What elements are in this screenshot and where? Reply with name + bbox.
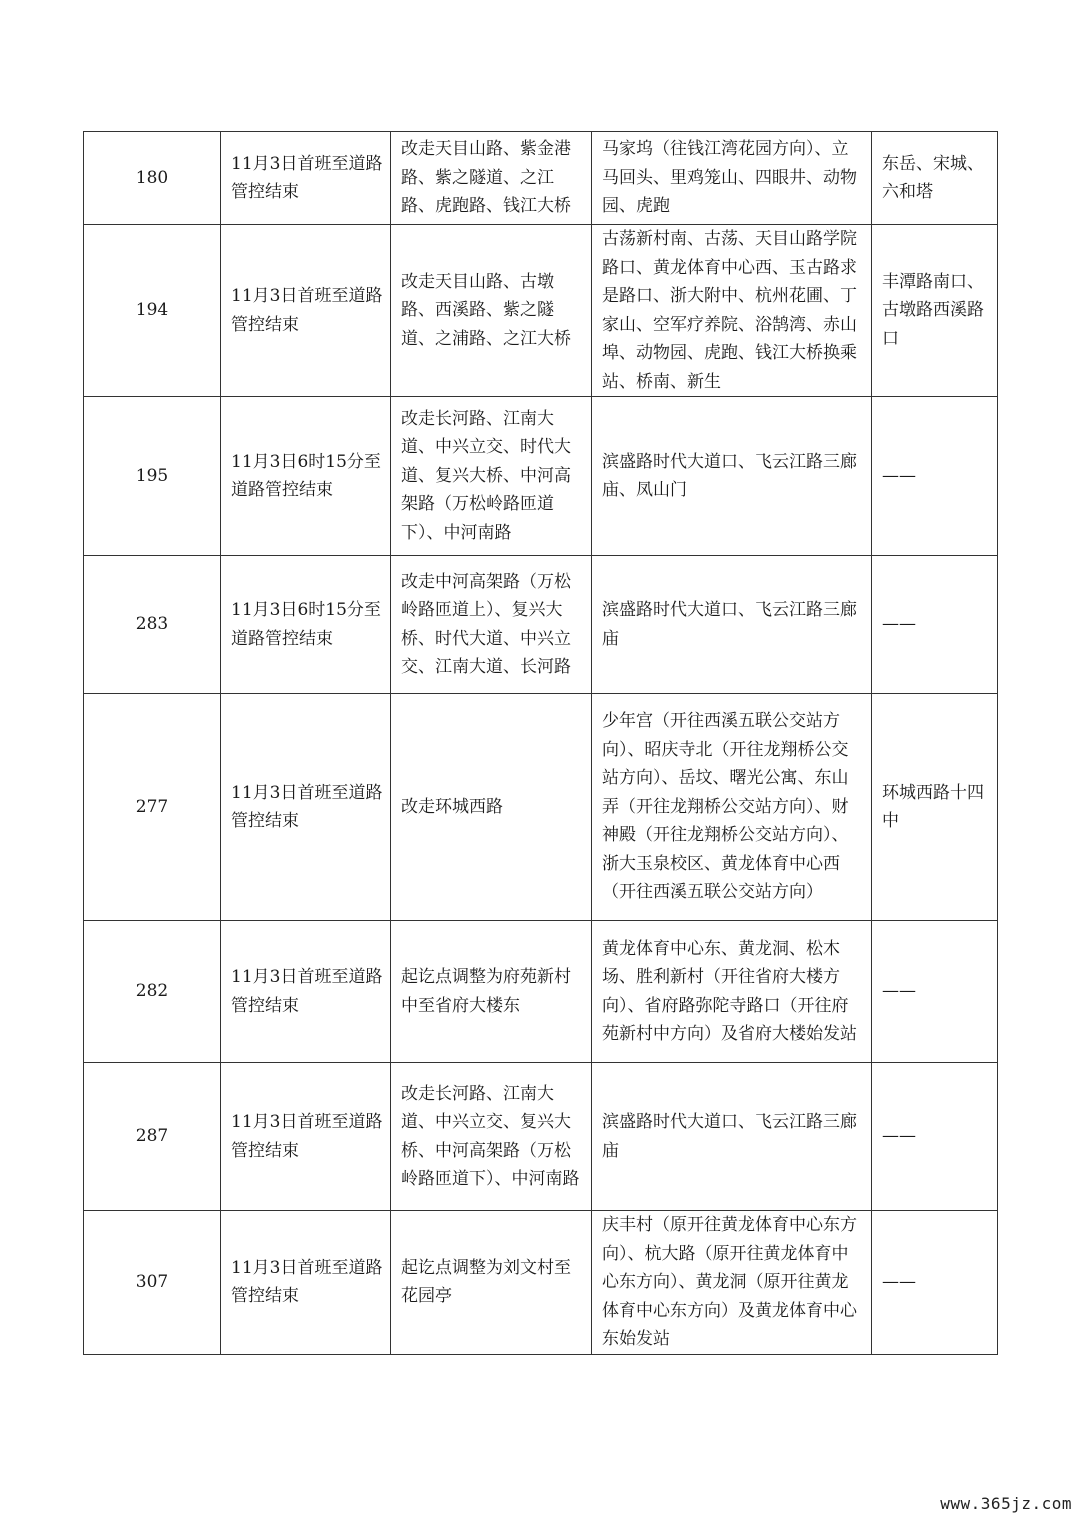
table-row xyxy=(84,921,998,1063)
table-row xyxy=(84,1063,998,1211)
route-number-cell: 195 xyxy=(84,397,221,556)
detour-cell: 起讫点调整为刘文村至花园亭 xyxy=(391,1211,592,1355)
route-number-cell: 277 xyxy=(84,694,221,921)
detour-cell: 起讫点调整为府苑新村中至省府大楼东 xyxy=(391,921,592,1063)
skipped-stops-cell: 少年宫（开往西溪五联公交站方向）、昭庆寺北（开往龙翔桥公交站方向）、岳坟、曙光公寓、东山弄（开往龙翔桥公交站方向）、财神殿（开往龙翔桥公交站方向）、浙大玉泉校区、黄龙体育中心西（开往西溪五联公交站方向） xyxy=(592,694,872,921)
detour-cell: 改走环城西路 xyxy=(391,694,592,921)
site-watermark: www.365jz.com xyxy=(940,1494,1072,1513)
time-cell: 11月3日6时15分至道路管控结束 xyxy=(221,397,391,556)
skipped-stops-cell: 庆丰村（原开往黄龙体育中心东方向）、杭大路（原开往黄龙体育中心东方向）、黄龙洞（原开往黄龙体育中心东方向）及黄龙体育中心东始发站 xyxy=(592,1211,872,1355)
temp-stops-cell: —— xyxy=(872,921,998,1063)
table-row xyxy=(84,694,998,921)
skipped-stops-cell: 滨盛路时代大道口、飞云江路三廊庙、凤山门 xyxy=(592,397,872,556)
detour-cell: 改走天目山路、古墩路、西溪路、紫之隧道、之浦路、之江大桥 xyxy=(391,225,592,397)
temp-stops-cell: —— xyxy=(872,1211,998,1355)
temp-stops-cell: 东岳、宋城、六和塔 xyxy=(872,132,998,225)
skipped-stops-cell: 滨盛路时代大道口、飞云江路三廊庙 xyxy=(592,1063,872,1211)
skipped-stops-cell: 滨盛路时代大道口、飞云江路三廊庙 xyxy=(592,556,872,694)
time-cell: 11月3日首班至道路管控结束 xyxy=(221,1063,391,1211)
temp-stops-cell: —— xyxy=(872,1063,998,1211)
table-row xyxy=(84,397,998,556)
time-cell: 11月3日首班至道路管控结束 xyxy=(221,132,391,225)
skipped-stops-cell: 马家坞（往钱江湾花园方向）、立马回头、里鸡笼山、四眼井、动物园、虎跑 xyxy=(592,132,872,225)
detour-cell: 改走长河路、江南大道、中兴立交、复兴大桥、中河高架路（万松岭路匝道下）、中河南路 xyxy=(391,1063,592,1211)
table-row xyxy=(84,132,998,225)
temp-stops-cell: 丰潭路南口、古墩路西溪路口 xyxy=(872,225,998,397)
route-adjustment-table xyxy=(83,131,998,1355)
route-number-cell: 194 xyxy=(84,225,221,397)
route-number-cell: 180 xyxy=(84,132,221,225)
time-cell: 11月3日首班至道路管控结束 xyxy=(221,225,391,397)
table-row xyxy=(84,556,998,694)
skipped-stops-cell: 古荡新村南、古荡、天目山路学院路口、黄龙体育中心西、玉古路求是路口、浙大附中、杭州花圃、丁家山、空军疗养院、浴鹄湾、赤山埠、动物园、虎跑、钱江大桥换乘站、桥南、新生 xyxy=(592,225,872,397)
time-cell: 11月3日首班至道路管控结束 xyxy=(221,921,391,1063)
time-cell: 11月3日首班至道路管控结束 xyxy=(221,694,391,921)
route-number-cell: 307 xyxy=(84,1211,221,1355)
temp-stops-cell: —— xyxy=(872,397,998,556)
route-number-cell: 287 xyxy=(84,1063,221,1211)
detour-cell: 改走长河路、江南大道、中兴立交、时代大道、复兴大桥、中河高架路（万松岭路匝道下）、中河南路 xyxy=(391,397,592,556)
route-number-cell: 283 xyxy=(84,556,221,694)
temp-stops-cell: 环城西路十四中 xyxy=(872,694,998,921)
table-row xyxy=(84,225,998,397)
temp-stops-cell: —— xyxy=(872,556,998,694)
detour-cell: 改走中河高架路（万松岭路匝道上）、复兴大桥、时代大道、中兴立交、江南大道、长河路 xyxy=(391,556,592,694)
time-cell: 11月3日6时15分至道路管控结束 xyxy=(221,556,391,694)
detour-cell: 改走天目山路、紫金港路、紫之隧道、之江路、虎跑路、钱江大桥 xyxy=(391,132,592,225)
skipped-stops-cell: 黄龙体育中心东、黄龙洞、松木场、胜利新村（开往省府大楼方向）、省府路弥陀寺路口（开往府苑新村中方向）及省府大楼始发站 xyxy=(592,921,872,1063)
table-row xyxy=(84,1211,998,1355)
route-number-cell: 282 xyxy=(84,921,221,1063)
time-cell: 11月3日首班至道路管控结束 xyxy=(221,1211,391,1355)
